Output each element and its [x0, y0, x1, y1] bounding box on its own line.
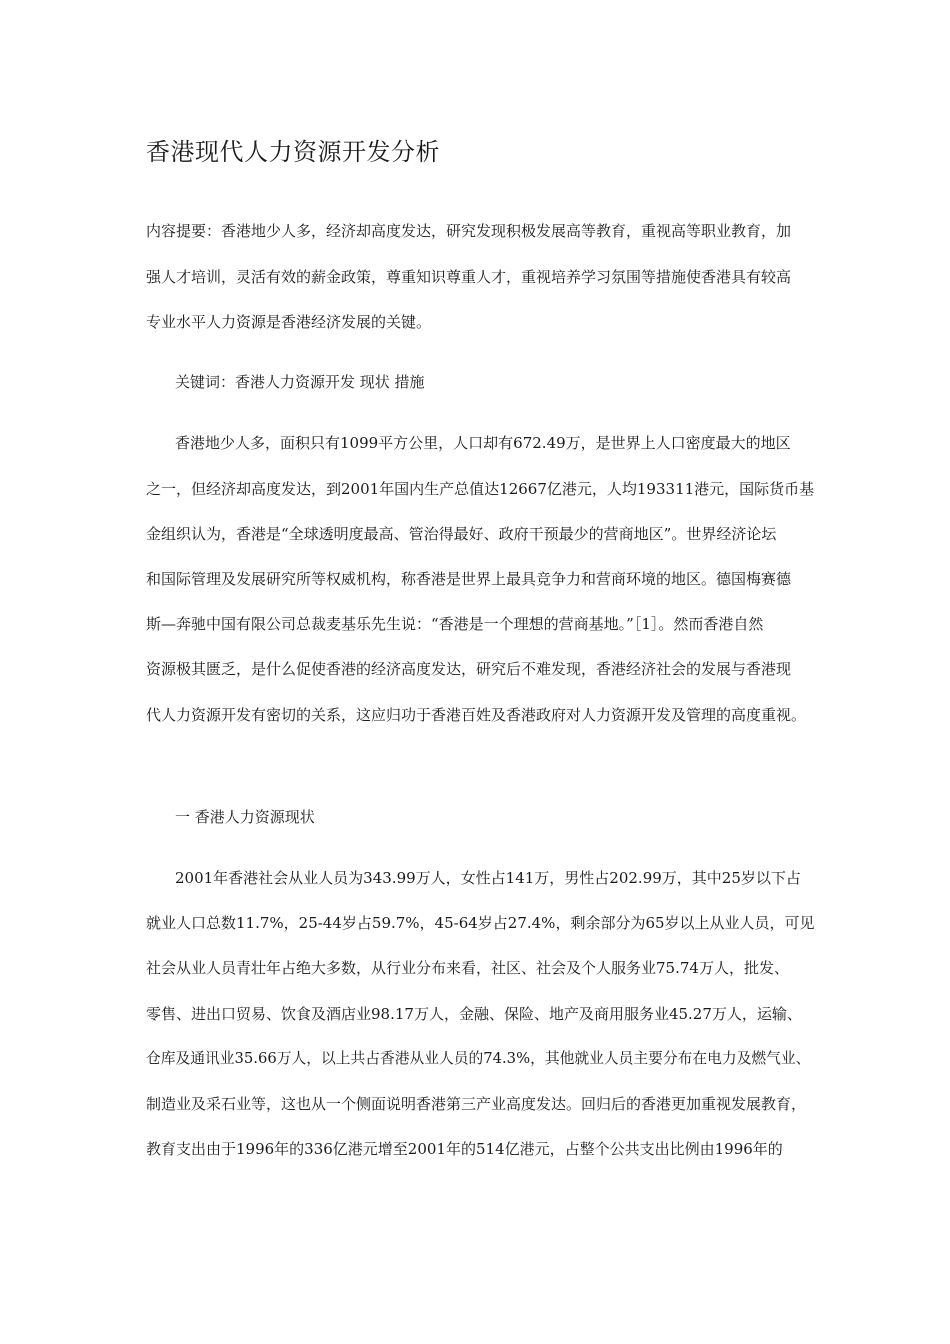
abstract-line: 内容提要：香港地少人多，经济却高度发达，研究发现积极发展高等教育，重视高等职业教育，加 — [146, 222, 792, 240]
intro-paragraph-line: 代人力资源开发有密切的关系，这应归功于香港百姓及香港政府对人力资源开发及管理的高度重视。 — [146, 706, 807, 724]
section-paragraph-line: 社会从业人员青壮年占绝大多数，从行业分布来看，社区、社会及个人服务业75.74万人，批发、 — [146, 959, 789, 977]
intro-paragraph-line: 金组织认为，香港是“全球透明度最高、管治得最好、政府干预最少的营商地区”。世界经济论坛 — [146, 525, 777, 543]
intro-paragraph-line: 之一，但经济却高度发达，到2001年国内生产总值达12667亿港元，人均193311港元，国际货币基 — [146, 480, 815, 498]
section-paragraph-line: 零售、进出口贸易、饮食及酒店业98.17万人，金融、保险、地产及商用服务业45.27万人，运输、 — [146, 1005, 802, 1023]
keywords-line: 关键词：香港人力资源开发 现状 措施 — [175, 373, 425, 391]
abstract-line: 专业水平人力资源是香港经济发展的关键。 — [146, 313, 432, 331]
section-paragraph-line: 制造业及采石业等，这也从一个侧面说明香港第三产业高度发达。回归后的香港更加重视发展教育， — [146, 1095, 807, 1113]
abstract-line: 强人才培训，灵活有效的薪金政策，尊重知识尊重人才，重视培养学习氛围等措施使香港具有较高 — [146, 268, 792, 286]
section-paragraph-line: 就业人口总数11.7%，25-44岁占59.7%，45-64岁占27.4%，剩余部分为65岁以上从业人员，可见 — [146, 914, 815, 932]
section-paragraph-line: 教育支出由于1996年的336亿港元增至2001年的514亿港元，占整个公共支出比例由1996年的 — [146, 1140, 783, 1158]
intro-paragraph-line: 和国际管理及发展研究所等权威机构，称香港是世界上最具竞争力和营商环境的地区。德国梅赛德 — [146, 570, 792, 588]
section-heading: 一 香港人力资源现状 — [175, 808, 315, 826]
section-paragraph-line: 2001年香港社会从业人员为343.99万人，女性占141万，男性占202.99万，其中25岁以下占 — [175, 869, 801, 887]
section-paragraph-line: 仓库及通讯业35.66万人，以上共占香港从业人员的74.3%，其他就业人员主要分布在电力及燃气业、 — [146, 1050, 811, 1067]
intro-paragraph-line: 资源极其匮乏，是什么促使香港的经济高度发达，研究后不难发现，香港经济社会的发展与香港现 — [146, 660, 792, 678]
document-title: 香港现代人力资源开发分析 — [146, 138, 440, 166]
intro-paragraph-line: 香港地少人多，面积只有1099平方公里，人口却有672.49万，是世界上人口密度最大的地区 — [175, 434, 791, 452]
intro-paragraph-line: 斯—奔驰中国有限公司总裁麦基乐先生说：“香港是一个理想的营商基地。”［1］。然而香港自然 — [146, 615, 764, 633]
